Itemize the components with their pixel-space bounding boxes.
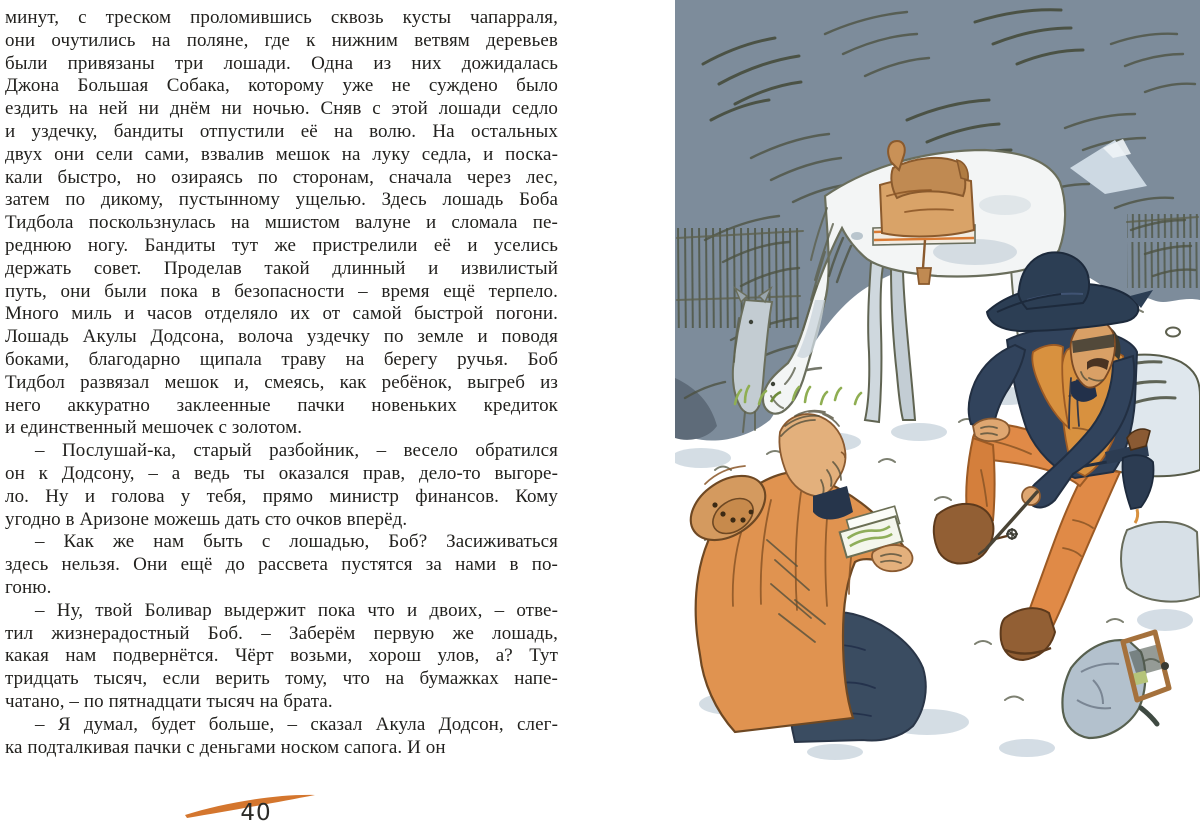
text-line: – Ну, твой Боливар выдержит пока что и двоих, – отве- [35, 599, 558, 621]
text-line: ездить на ней ни днём ни ночью. Сняв с этой лошади седло [5, 98, 558, 120]
mailbag [1062, 632, 1169, 738]
page-footer [0, 784, 560, 834]
text-line: и уздечку, бандиты отпустили её на волю. На остальных [5, 120, 558, 142]
text-line: какая нам подвернётся. Чёрт возьми, хорош улов, а? Тут [5, 645, 558, 667]
text-line: Тидбола поскользнулась на мшистом валуне и сломала пе- [5, 212, 558, 234]
text-block [5, 7, 558, 759]
bandit-dodson [934, 252, 1154, 660]
page-number: 40 [240, 800, 272, 826]
text-line: двух они сели сами, взвалив мешок на луку седла, и поска- [5, 143, 558, 165]
text-line: Джона Большая Собака, которому уже не суждено было [5, 75, 558, 97]
text-line: него аккуратно заклеенные пачки новеньких кредиток [5, 394, 558, 416]
text-line: – Послушай-ка, старый разбойник, – весело обратился [35, 440, 558, 462]
text-line: чатано, – по пятнадцати тысяч на брата. [5, 690, 333, 712]
text-line: ка подталкивая пачки с деньгами носком сапога. И он [5, 736, 446, 758]
text-line: – Как же нам быть с лошадью, Боб? Засиживаться [35, 531, 558, 553]
text-line: путь, они были пока в безопасности – время ещё терпело. [5, 280, 558, 302]
text-line: они очутились на поляне, где к нижним ветвям деревьев [5, 29, 558, 51]
text-line: Лошадь Акулы Додсона, волоча уздечку по земле и поводя [5, 326, 558, 348]
text-line: минут, с треском проломившись сквозь кусты чапарраля, [5, 7, 558, 28]
text-line: тридцать тысяч, если верить тому, что на бумажках напе- [5, 668, 558, 690]
text-line: здесь нельзя. Они ещё до рассвета пустятся за нами в по- [5, 554, 558, 576]
text-line: были привязаны три лошади. Одна из них дожидалась [5, 52, 558, 74]
bob-hand [872, 545, 912, 571]
text-line: реднюю ногу. Бандиты тут же пристрелили её и уселись [5, 234, 558, 256]
illustration-canvas [675, 0, 1200, 772]
dodson-right-leg [1001, 468, 1120, 660]
text-line: – Я думал, будет больше, – сказал Акула Додсон, слег- [35, 713, 558, 735]
text-line: тил жизнерадостный Боб. – Заберём первую же лошадь, [5, 622, 558, 644]
text-line: гоню. [5, 576, 52, 598]
text-line: затем по дикому, пустынному ущелью. Здесь лошадь Боба [5, 189, 558, 211]
text-line: боками, благодарно щипала траву на берегу ручья. Боб [5, 348, 558, 370]
text-line: и единственный мешочек с золотом. [5, 417, 303, 439]
text-line: ло. Ну и голова у тебя, прямо министр финансов. Кому [5, 485, 558, 507]
text-line: Тидбол развязал мешок и, смеясь, как ребёнок, выгреб из [5, 371, 558, 393]
text-line: он к Додсону, – а ведь ты оказался прав, дело-то выгоре- [5, 462, 558, 484]
text-line: кали быстро, но озираясь по сторонам, сначала через лес, [5, 166, 558, 188]
text-line: Много миль и часов отделяло их от самой быстрой погони. [5, 303, 558, 325]
text-line: держать совет. Проделав такой длинный и извилистый [5, 257, 558, 279]
illustration [675, 0, 1200, 772]
text-line: угодно в Аризоне можешь дать сто очков вперёд. [5, 508, 408, 530]
